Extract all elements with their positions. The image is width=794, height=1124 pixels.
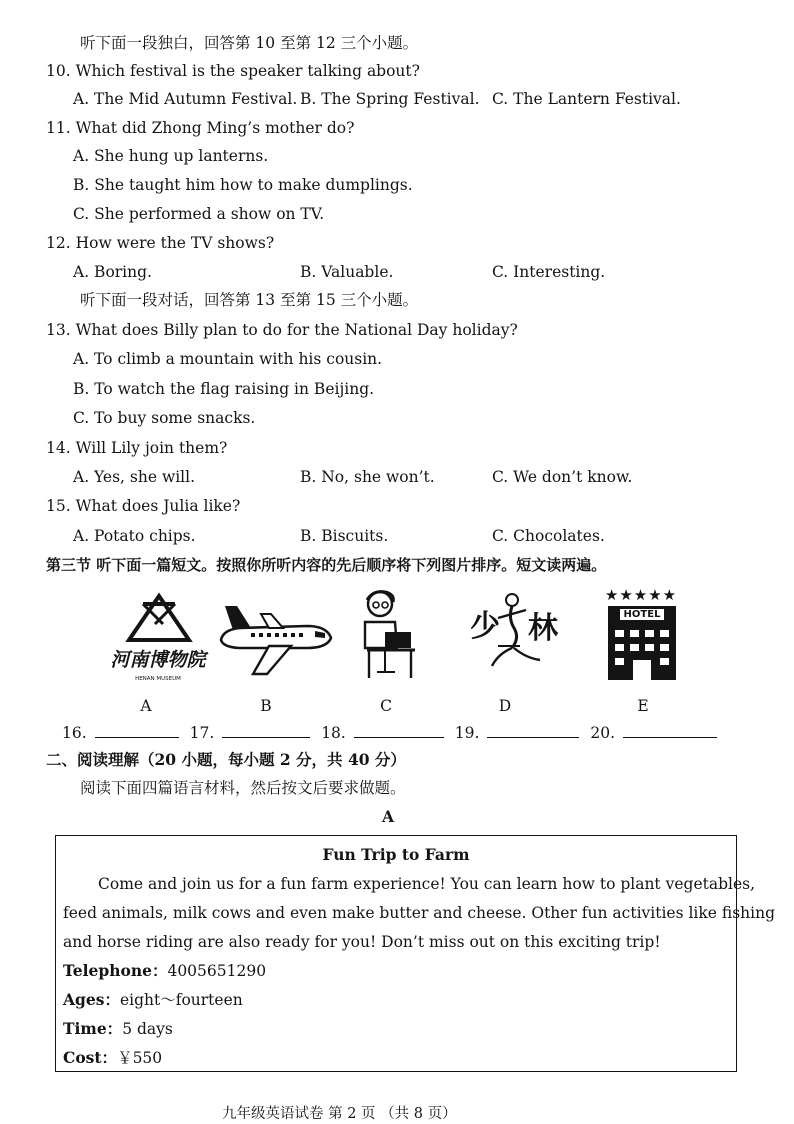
hotel-icon <box>600 588 682 683</box>
museum-logo-text: 河南博物院 <box>110 649 206 671</box>
option-10b: B. The Spring Festival. <box>300 90 480 108</box>
blank-19-label: 19. <box>454 724 480 742</box>
option-11c: C. She performed a show on TV. <box>73 205 325 223</box>
option-15a: A. Potato chips. <box>73 527 196 545</box>
option-10a: A. The Mid Autumn Festival. <box>73 90 298 108</box>
option-14a: A. Yes, she will. <box>73 468 196 486</box>
museum-logo-subtext: HENAN MUSEUM <box>135 676 181 682</box>
ad-cost: Cost：￥550 <box>63 1048 163 1067</box>
picture-label-d: D <box>498 697 512 715</box>
instruction-10-12: 听下面一段独白，回答第 10 至第 12 三个小题。 <box>80 34 419 52</box>
option-12a: A. Boring. <box>73 263 152 281</box>
option-11b: B. She taught him how to make dumplings. <box>73 176 413 194</box>
picture-label-c: C <box>380 697 392 715</box>
section3-title: 第三节 听下面一篇短文。按照你所听内容的先后顺序将下列图片排序。短文读两遍。 <box>46 556 607 574</box>
option-13a: A. To climb a mountain with his cousin. <box>73 350 383 368</box>
shaolin-text-right: 林 <box>528 611 558 646</box>
option-15b: B. Biscuits. <box>300 527 389 545</box>
blank-16-label: 16. <box>62 724 87 742</box>
option-13c: C. To buy some snacks. <box>73 409 256 427</box>
option-15c: C. Chocolates. <box>492 527 605 545</box>
option-11a: A. She hung up lanterns. <box>73 147 269 165</box>
question-12: 12. How were the TV shows? <box>46 234 275 252</box>
reading-part-title: 二、阅读理解（20 小题，每小题 2 分，共 40 分） <box>46 750 406 769</box>
answer-blanks <box>62 722 717 743</box>
instruction-13-15: 听下面一段对话，回答第 13 至第 15 三个小题。 <box>80 291 419 309</box>
reading-instruction: 阅读下面四篇语言材料，然后按文后要求做题。 <box>80 779 406 797</box>
picture-label-e: E <box>637 697 649 715</box>
blank-18-label: 18. <box>321 724 346 742</box>
option-13b: B. To watch the flag raising in Beijing. <box>73 380 375 398</box>
option-10c: C. The Lantern Festival. <box>492 90 681 108</box>
option-14c: C. We don’t know. <box>492 468 633 486</box>
farm-trip-ad <box>55 835 776 1072</box>
hotel-sign: HOTEL <box>619 608 666 621</box>
blank-19[interactable] <box>487 722 579 738</box>
shaolin-text-left: 少 <box>470 609 500 644</box>
ad-ages: Ages：eight～fourteen <box>63 990 243 1009</box>
ad-time: Time：5 days <box>63 1019 173 1038</box>
blank-17[interactable] <box>222 722 310 738</box>
option-12b: B. Valuable. <box>300 263 394 281</box>
question-11: 11. What did Zhong Ming’s mother do? <box>46 119 355 137</box>
section-letter-a: A <box>382 807 395 826</box>
ad-body-line-3: and horse riding are also ready for you! Don’t miss out on this exciting trip! <box>63 933 661 951</box>
picture-label-b: B <box>260 697 272 715</box>
person-at-computer-icon <box>355 588 420 683</box>
option-12c: C. Interesting. <box>492 263 606 281</box>
airplane-icon <box>215 600 335 678</box>
option-14b: B. No, she won’t. <box>300 468 435 486</box>
page-footer: 九年级英语试卷 第 2 页 （共 8 页） <box>222 1106 457 1122</box>
blank-20[interactable] <box>623 722 717 738</box>
ad-title: Fun Trip to Farm <box>322 845 470 864</box>
blank-18[interactable] <box>354 722 444 738</box>
ad-body-line-2: feed animals, milk cows and even make butter and cheese. Other fun activities like fishing <box>63 904 776 922</box>
question-14: 14. Will Lily join them? <box>46 439 228 457</box>
question-13: 13. What does Billy plan to do for the National Day holiday? <box>46 321 518 339</box>
blank-16[interactable] <box>95 722 179 738</box>
ad-body-line-1: Come and join us for a fun farm experience! You can learn how to plant vegetables, <box>98 875 756 893</box>
blank-20-label: 20. <box>590 724 616 742</box>
blank-17-label: 17. <box>189 724 215 742</box>
question-10: 10. Which festival is the speaker talking about? <box>46 62 420 80</box>
shaolin-kungfu-icon <box>468 588 563 683</box>
question-15: 15. What does Julia like? <box>46 497 241 515</box>
ad-telephone: Telephone：4005651290 <box>63 961 267 980</box>
henan-museum-logo-icon <box>103 590 213 685</box>
hotel-stars: ★★★★★ <box>604 586 678 604</box>
picture-label-a: A <box>140 697 152 715</box>
